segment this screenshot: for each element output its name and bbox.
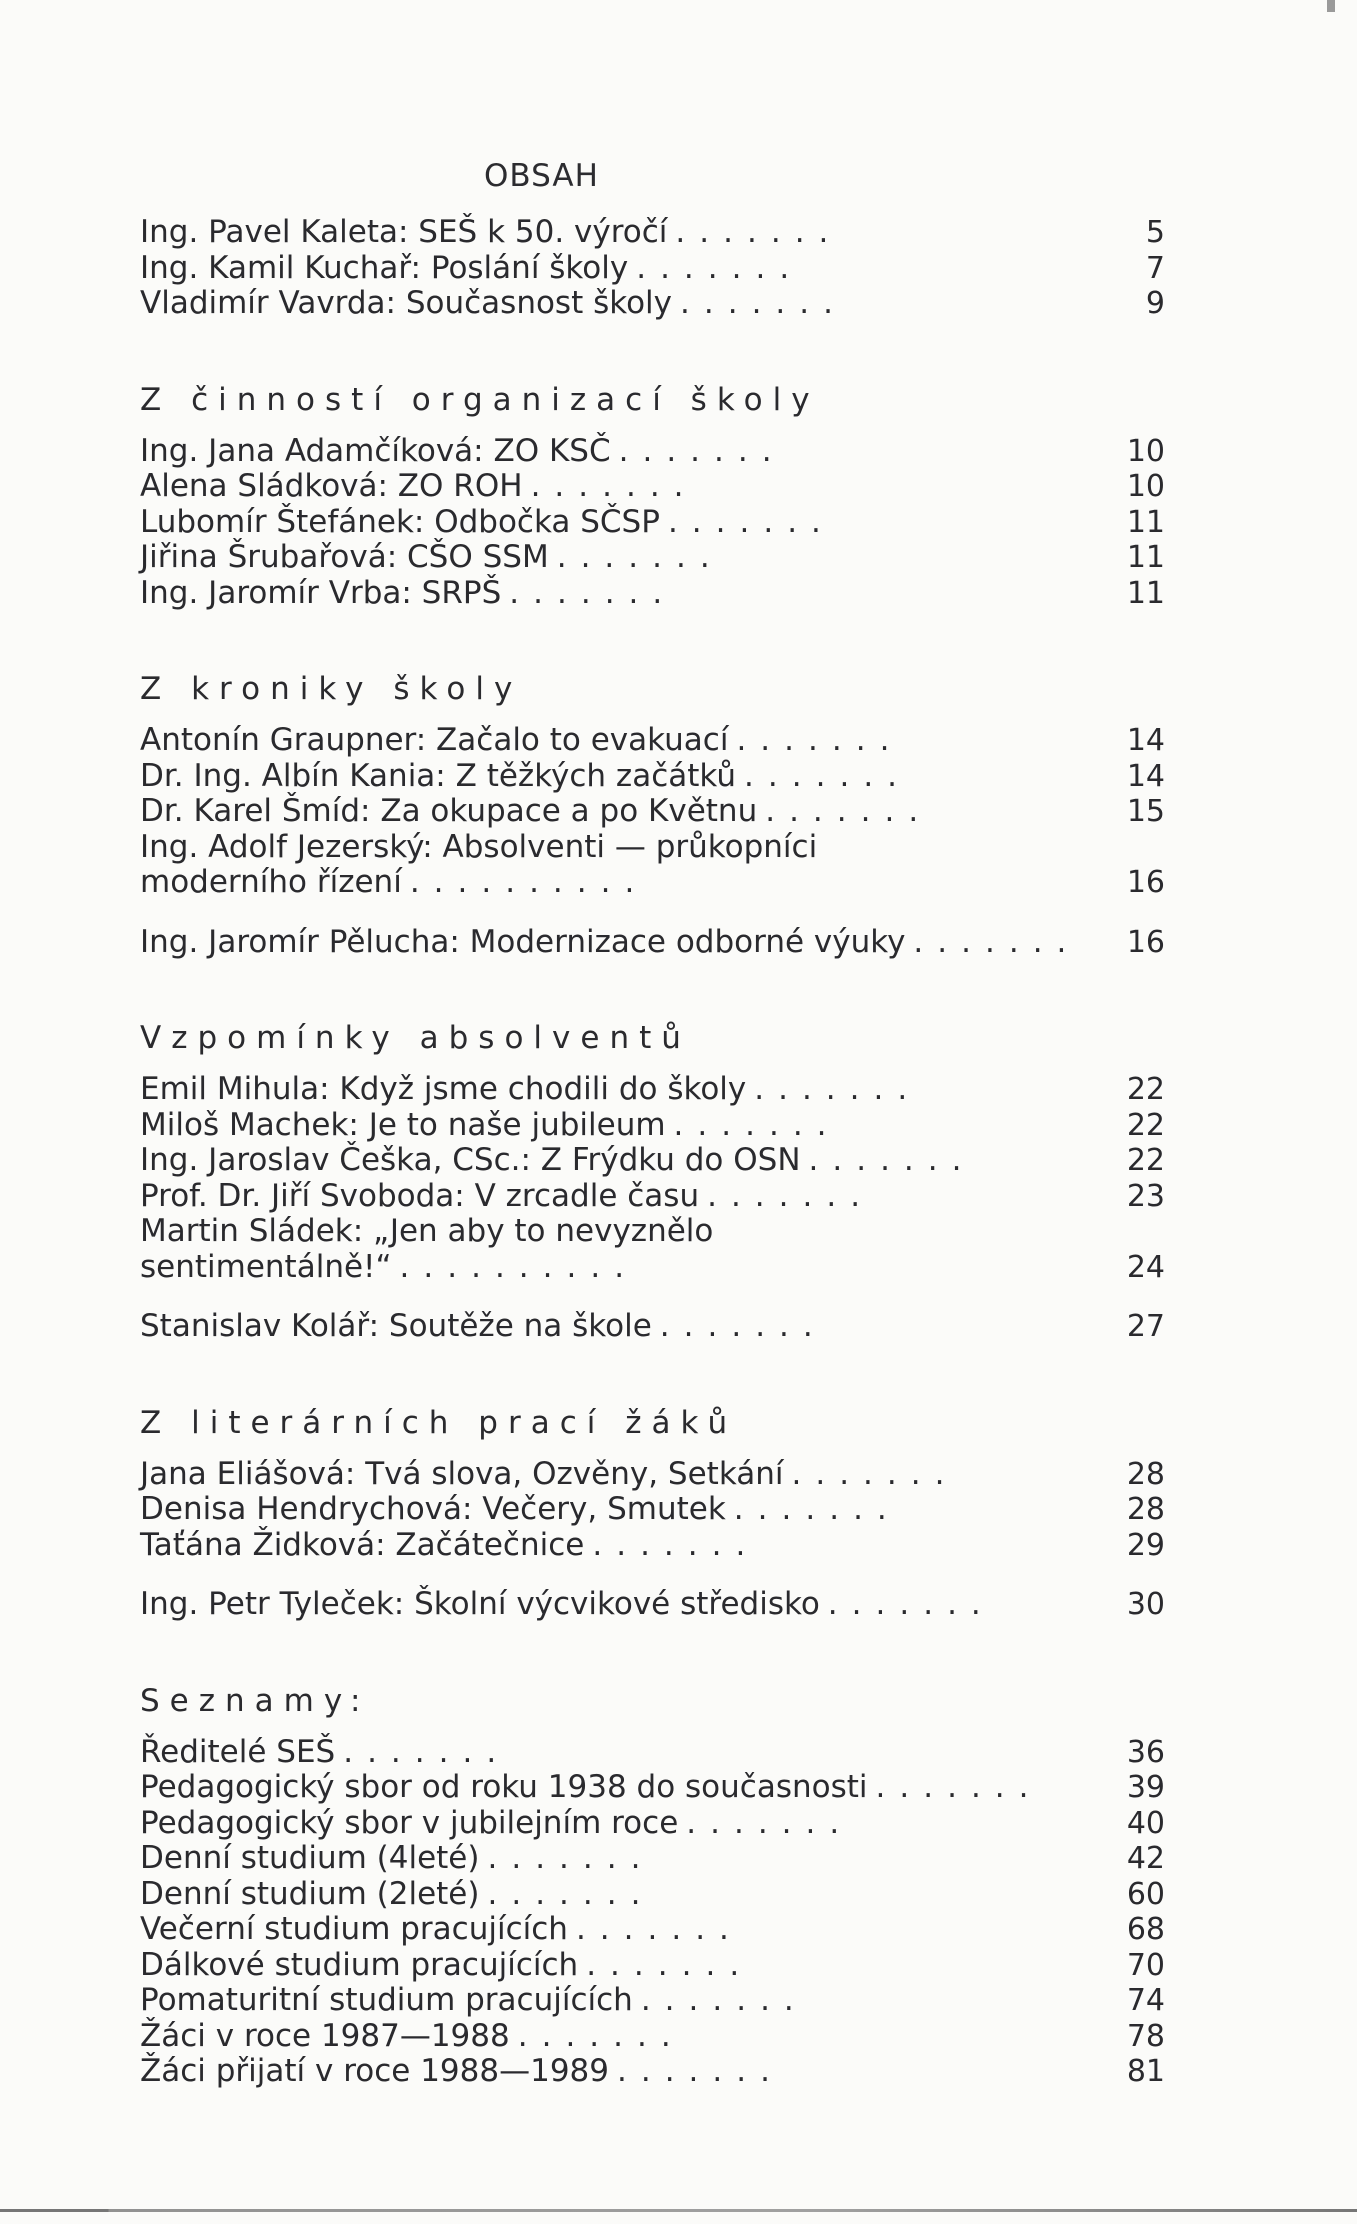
toc-entry-text-wrap [140, 1735, 1095, 1771]
toc-entry-text-wrap [140, 1528, 1095, 1564]
toc-page-number: 22 [1126, 1107, 1165, 1143]
toc-entry [140, 1143, 1165, 1179]
toc-section-heading: Z činností organizací školy [140, 381, 820, 418]
toc-entry-text-wrap [140, 1179, 1095, 1215]
toc-entry [140, 723, 1165, 759]
dot-leaders: ....... [592, 1526, 760, 1563]
dot-leaders: ....... [575, 1911, 743, 1947]
dot-leaders: ....... [530, 468, 698, 504]
toc-entry-title-continued: sentimentálně!“ [140, 1248, 392, 1285]
toc-entry-text-wrap [140, 925, 1095, 961]
dot-leaders: ....... [744, 757, 912, 794]
toc-entry [140, 434, 1165, 470]
toc-page-number: 81 [1126, 2054, 1165, 2089]
toc-entry-title: Žáci v roce 1987—1988 [140, 2017, 510, 2054]
toc-entry [140, 2054, 1165, 2090]
toc-page-number: 30 [1126, 1587, 1165, 1622]
toc-entry-text-wrap [140, 723, 1095, 759]
dot-leaders: ....... [636, 249, 804, 286]
toc-entry-title: Dr. Ing. Albín Kania: Z těžkých začátků [140, 757, 737, 794]
toc-page-number: 10 [1126, 469, 1165, 504]
toc-entry [140, 925, 1165, 961]
toc-page-number: 5 [1145, 215, 1165, 250]
toc-page-number: 23 [1126, 1178, 1165, 1214]
toc-entry-text-wrap [140, 1806, 1095, 1842]
toc-entry-text-wrap [140, 794, 1095, 830]
dot-leaders: ....... [733, 1491, 901, 1527]
dot-leaders: ....... [509, 574, 677, 611]
toc-entry-text-wrap [140, 1072, 1095, 1108]
toc-entry-text-wrap [140, 1457, 1095, 1493]
toc-entry-title: Ing. Jaromír Pělucha: Modernizace odborné výuky [140, 923, 906, 960]
toc-entry-title: Žáci přijatí v roce 1988—1989 [140, 2053, 609, 2089]
dot-leaders: ....... [667, 503, 835, 540]
toc-entry-text-wrap [140, 2019, 1095, 2055]
toc-entry-title: Ing. Jaroslav Češka, CSc.: Z Frýdku do OSN [140, 1142, 801, 1178]
toc-entry-text-wrap [140, 1912, 1095, 1948]
dot-leaders: ....... [618, 432, 786, 469]
toc-entry-text-wrap [140, 2054, 1095, 2090]
toc-entry-title: Ing. Jaromír Vrba: SRPŠ [140, 574, 502, 611]
dot-leaders: ....... [487, 1840, 655, 1876]
toc-entry [140, 1492, 1165, 1528]
dot-leaders: ....... [913, 923, 1081, 960]
page-edge-line [0, 2209, 1357, 2212]
toc-entry-title: Dr. Karel Šmíd: Za okupace a po Květnu [140, 793, 758, 829]
toc-entry-title: Emil Mihula: Když jsme chodili do školy [140, 1071, 747, 1107]
toc-entry-title: Ing. Kamil Kuchař: Poslání školy [140, 249, 629, 286]
toc-page-number: 29 [1126, 1527, 1165, 1563]
toc-entry-title: Miloš Machek: Je to naše jubileum [140, 1106, 666, 1143]
toc-page-number: 22 [1126, 1072, 1165, 1107]
toc-entry [140, 251, 1165, 287]
toc-page-number: 74 [1126, 1983, 1165, 2018]
toc-entry-text-wrap [140, 576, 1095, 612]
dot-leaders: ....... [487, 1875, 655, 1912]
dot-leaders: ....... [754, 1071, 922, 1107]
toc-entry-text-wrap [140, 540, 1095, 576]
toc-entry-text-wrap [140, 1492, 1095, 1528]
toc-page-number: 11 [1126, 540, 1165, 575]
toc-page-number: 70 [1126, 1947, 1165, 1983]
toc-entry [140, 1108, 1165, 1144]
toc-section [140, 1683, 1165, 2090]
toc-entry [140, 1214, 1165, 1285]
toc-entry [140, 794, 1165, 830]
toc-page-number: 60 [1126, 1876, 1165, 1912]
dot-leaders: ....... [686, 1804, 854, 1841]
toc-entry [140, 505, 1165, 541]
dot-leaders: ....... [673, 1106, 841, 1143]
toc-entry [140, 1912, 1165, 1948]
dot-leaders: ....... [791, 1455, 959, 1492]
dot-leaders: ....... [617, 2053, 784, 2089]
toc-page-number: 24 [1126, 1249, 1165, 1285]
toc-section-heading: Seznamy: [140, 1682, 371, 1719]
toc-entry [140, 1179, 1165, 1215]
toc-entry-title: Ing. Adolf Jezerský: Absolventi — průkopníci [140, 828, 818, 865]
toc-page-number: 10 [1126, 433, 1165, 469]
toc-entry-title: Ředitelé SEŠ [140, 1733, 336, 1770]
toc-entry-title: Pedagogický sbor od roku 1938 do současnosti [140, 1769, 868, 1805]
toc-page-number: 14 [1126, 723, 1165, 758]
toc-entry-text-wrap [140, 1214, 1095, 1285]
toc-page-number: 68 [1126, 1912, 1165, 1947]
table-of-contents [140, 215, 1165, 2090]
toc-page-number: 15 [1126, 794, 1165, 829]
toc-entry [140, 540, 1165, 576]
toc-entry-text-wrap [140, 434, 1095, 470]
dot-leaders: ....... [517, 2017, 685, 2054]
dot-leaders: ....... [808, 1142, 976, 1178]
dot-leaders: .......... [399, 1248, 639, 1285]
toc-entry [140, 576, 1165, 612]
toc-entry-text-wrap [140, 1770, 1095, 1806]
toc-section-heading: Z kroniky školy [140, 671, 523, 707]
toc-entry-text-wrap [140, 215, 1095, 251]
toc-entry [140, 1072, 1165, 1108]
toc-page-number: 14 [1126, 758, 1165, 794]
toc-entry [140, 1770, 1165, 1806]
toc-entry-text-wrap [140, 286, 1095, 322]
toc-entry [140, 469, 1165, 505]
toc-entry-title: Jana Eliášová: Tvá slova, Ozvěny, Setkání [140, 1455, 784, 1492]
toc-entry [140, 215, 1165, 251]
toc-section [140, 382, 1165, 612]
toc-entry [140, 1735, 1165, 1771]
toc-page-number: 11 [1126, 575, 1165, 611]
toc-page-number: 78 [1126, 2018, 1165, 2054]
toc-entry-text-wrap [140, 1143, 1095, 1179]
toc-section-heading: Vzpomínky absolventů [140, 1020, 691, 1056]
toc-page-number: 7 [1145, 250, 1165, 286]
toc-entry-title: Alena Sládková: ZO ROH [140, 468, 523, 504]
toc-entry-title: Ing. Jana Adamčíková: ZO KSČ [140, 432, 611, 469]
toc-entry-title-continued: moderního řízení [140, 864, 402, 900]
dot-leaders: ....... [875, 1769, 1043, 1805]
toc-page-number: 39 [1126, 1770, 1165, 1805]
toc-entry-title: Antonín Graupner: Začalo to evakuací [140, 722, 729, 758]
toc-page-number: 28 [1126, 1456, 1165, 1492]
toc-page-number: 42 [1126, 1841, 1165, 1876]
toc-entry-title: Taťána Židková: Začátečnice [140, 1526, 585, 1563]
toc-entry-text-wrap [140, 1877, 1095, 1913]
toc-entry-title: Jiřina Šrubařová: CŠO SSM [140, 539, 549, 575]
toc-entry [140, 759, 1165, 795]
toc-entry [140, 1983, 1165, 2019]
dot-leaders: ....... [640, 1982, 808, 2018]
dot-leaders: ....... [765, 793, 933, 829]
toc-entry-text-wrap [140, 1309, 1095, 1345]
dot-leaders: .......... [409, 864, 649, 900]
toc-page-number: 16 [1126, 865, 1165, 900]
toc-entry-title: Martin Sládek: „Jen aby to nevyznělo [140, 1213, 714, 1249]
page-title: OBSAH [484, 158, 599, 194]
toc-entry-text-wrap [140, 1108, 1095, 1144]
toc-entry [140, 1528, 1165, 1564]
toc-entry-title: Vladimír Vavrda: Současnost školy [140, 285, 673, 321]
toc-entry-title: Denní studium (2leté) [140, 1875, 480, 1912]
toc-entry [140, 830, 1165, 901]
toc-section [140, 1020, 1165, 1345]
toc-entry [140, 1587, 1165, 1623]
toc-section-heading: Z literárních prací žáků [140, 1404, 738, 1441]
toc-entry-title: Lubomír Štefánek: Odbočka SČSP [140, 503, 660, 540]
toc-section [140, 1405, 1165, 1623]
toc-entry [140, 1877, 1165, 1913]
dot-leaders: ....... [343, 1733, 511, 1770]
toc-entry-title: Ing. Petr Tyleček: Školní výcvikové středisko [140, 1586, 820, 1622]
toc-entry-text-wrap [140, 251, 1095, 287]
toc-entry-text-wrap [140, 469, 1095, 505]
toc-entry-text-wrap [140, 759, 1095, 795]
toc-entry-text-wrap [140, 1841, 1095, 1877]
toc-entry [140, 1841, 1165, 1877]
toc-page-number: 11 [1126, 504, 1165, 540]
toc-entry-title: Dálkové studium pracujících [140, 1946, 579, 1983]
toc-entry-title: Ing. Pavel Kaleta: SEŠ k 50. výročí [140, 214, 668, 250]
dot-leaders: ....... [736, 722, 904, 758]
toc-entry-title: Stanislav Kolář: Soutěže na škole [140, 1308, 652, 1344]
toc-entry [140, 1457, 1165, 1493]
toc-entry-text-wrap [140, 830, 1095, 901]
toc-entry [140, 1948, 1165, 1984]
dot-leaders: ....... [827, 1586, 995, 1622]
toc-entry-title: Večerní studium pracujících [140, 1911, 568, 1947]
toc-page-number: 40 [1126, 1805, 1165, 1841]
dot-leaders: ....... [586, 1946, 754, 1983]
toc-entry-title: Pedagogický sbor v jubilejním roce [140, 1804, 679, 1841]
toc-entry [140, 2019, 1165, 2055]
toc-page-number: 27 [1126, 1309, 1165, 1344]
toc-entry-text-wrap [140, 1983, 1095, 2019]
dot-leaders: ....... [659, 1308, 827, 1344]
toc-page-number: 28 [1126, 1492, 1165, 1527]
toc-page-number: 16 [1126, 924, 1165, 960]
dot-leaders: ....... [556, 539, 724, 575]
toc-entry [140, 1309, 1165, 1345]
toc-entry-title: Denisa Hendrychová: Večery, Smutek [140, 1491, 726, 1527]
toc-entry-title: Pomaturitní studium pracujících [140, 1982, 633, 2018]
dot-leaders: ....... [680, 285, 847, 321]
toc-section [140, 671, 1165, 960]
toc-entry [140, 286, 1165, 322]
toc-page-number: 36 [1126, 1734, 1165, 1770]
toc-page-number: 9 [1145, 286, 1165, 321]
toc-intro [140, 215, 1165, 322]
dot-leaders: ....... [675, 214, 843, 250]
toc-entry-text-wrap [140, 1587, 1095, 1623]
toc-entry [140, 1806, 1165, 1842]
toc-page-number: 22 [1126, 1143, 1165, 1178]
toc-entry-text-wrap [140, 505, 1095, 541]
toc-entry-title: Prof. Dr. Jiří Svoboda: V zrcadle času [140, 1177, 700, 1214]
toc-entry-text-wrap [140, 1948, 1095, 1984]
dot-leaders: ....... [707, 1177, 875, 1214]
toc-entry-title: Denní studium (4leté) [140, 1840, 480, 1876]
scan-mark [1327, 0, 1335, 12]
